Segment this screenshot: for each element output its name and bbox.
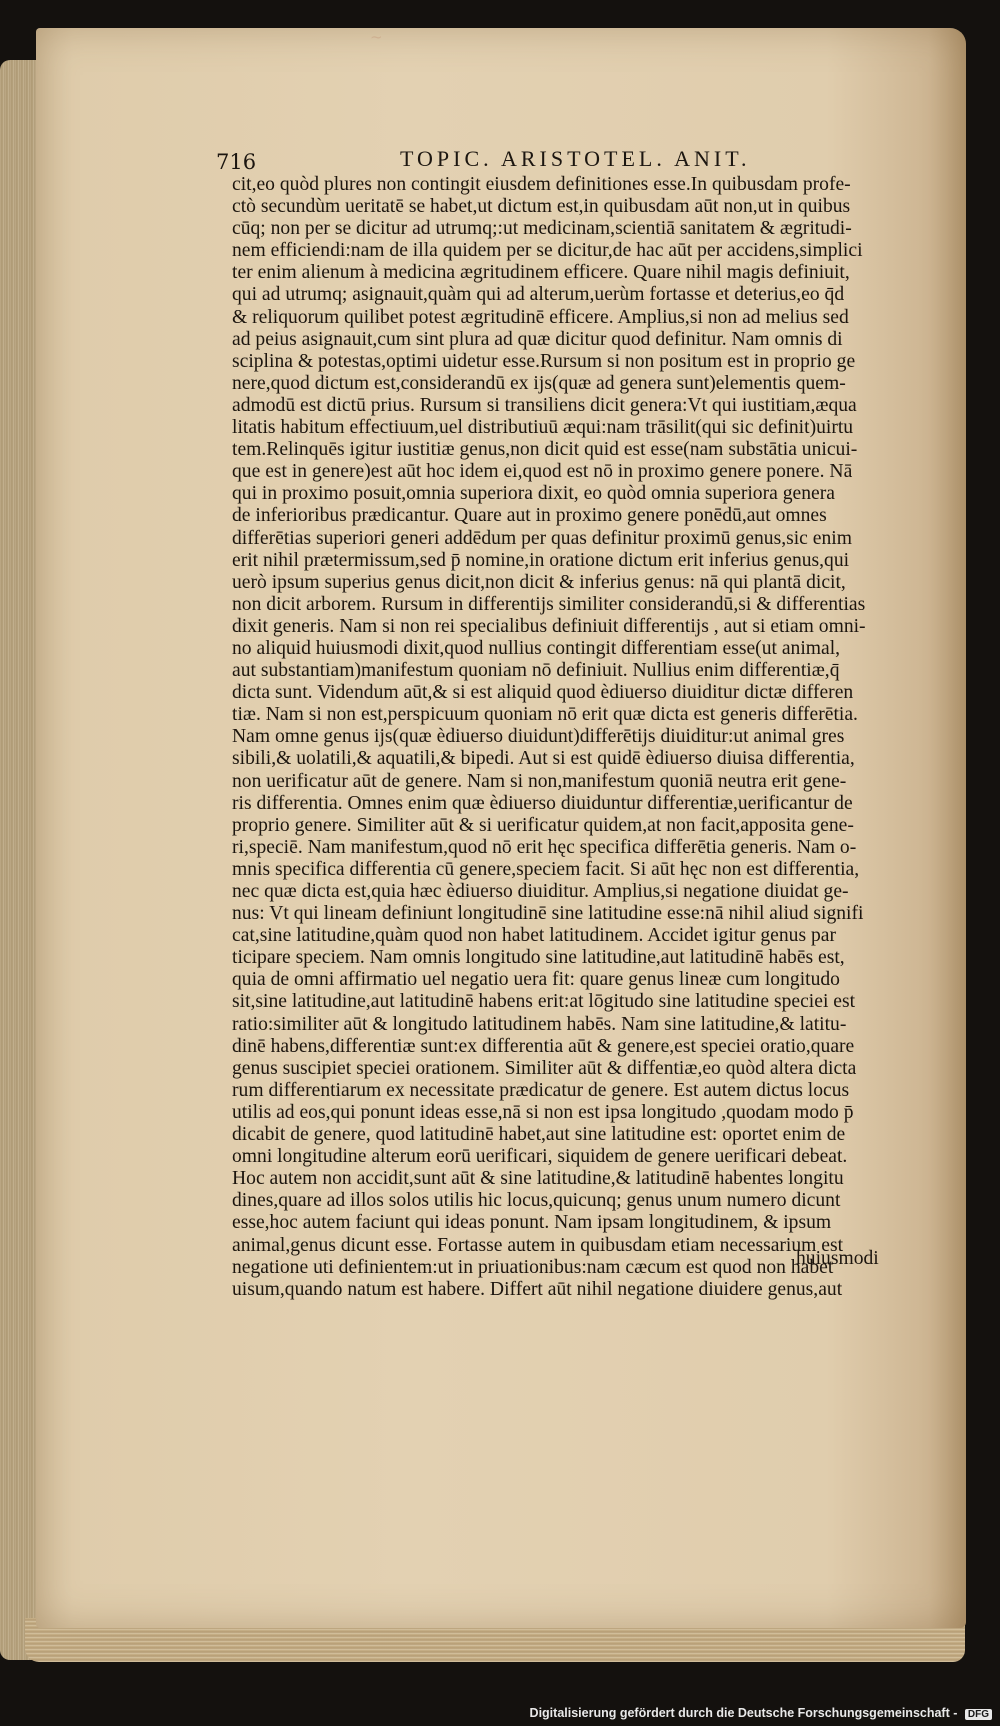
text-line: ri,speciē. Nam manifestum,quod nō erit hęc specifica differētia generis. Nam o- — [232, 836, 857, 858]
text-line: ad peius asignauit,cum sint plura ad quæ dicitur quod definitur. Nam omnis di — [232, 328, 843, 350]
text-line: omni longitudine alterum eorū uerificari, siquidem de genere uerificari debeat. — [232, 1146, 848, 1168]
text-line: ris differentia. Omnes enim quæ èdiuerso diuiduntur differentiæ,uerificantur de — [232, 792, 853, 814]
text-line: uerò ipsum superius genus dicit,non dicit & inferius genus: nā qui plantā dicit, — [232, 571, 846, 593]
text-line: dinē habens,differentiæ sunt:ex differentia aūt & genere,est speciei oratio,quare — [232, 1035, 855, 1057]
catchword: huiusmodi — [796, 1248, 879, 1269]
text-line: que est in genere)est aūt hoc idem ei,quod est nō in proximo genere ponere. Nā — [232, 461, 853, 483]
text-line: genus suscipiet speciei orationem. Similiter aūt & diffentiæ,eo quòd altera dicta — [232, 1057, 857, 1079]
text-line: proprio genere. Similiter aūt & si uerificatur quidem,at non facit,apposita gene- — [232, 814, 854, 836]
text-line: sit,sine latitudine,aut latitudinē habens erit:at lōgitudo sine latitudine speciei est — [232, 991, 856, 1013]
text-line: dines,quare ad illos solos utilis hic locus,quicunq; genus unum numero dicunt — [232, 1190, 841, 1212]
text-line: cūq; non per se dicitur ad utrumq;:ut medicinam,scientiā sanitatem & ægritudi- — [232, 218, 852, 240]
credit-text: Digitalisierung gefördert durch die Deutsche Forschungsgemeinschaft - — [529, 1706, 958, 1720]
text-line: non uerificatur aūt de genere. Nam si non,manifestum quoniā neutra erit gene- — [232, 770, 847, 792]
text-line: de inferioribus prædicantur. Quare aut in proximo genere ponēdū,aut omnes — [232, 505, 827, 527]
text-line: non dicit arborem. Rursum in differentijs similiter considerandū,si & differentias — [232, 593, 866, 615]
text-line: ter enim alienum à medicina ægritudinem efficere. Quare nihil magis definiuit, — [232, 262, 850, 284]
text-line: no aliquid huiusmodi dixit,quod nullius contingit differentiam esse(ut animal, — [232, 637, 841, 659]
text-line: negatione uti definientem:ut in priuationibus:nam cæcum est quod non habet — [232, 1256, 834, 1278]
text-line: & reliquorum quilibet potest ægritudinē efficere. Amplius,si non ad melius sed — [232, 306, 849, 328]
running-head: TOPIC. ARISTOTEL. ANIT. — [400, 146, 751, 171]
text-line: Nam omne genus ijs(quæ èdiuerso diuidunt)differētijs diuiditur:ut animal gres — [232, 726, 845, 748]
text-line: dicabit de genere, quod latitudinē habet,aut sine latitudine est: oportet enim de — [232, 1124, 846, 1146]
text-line: ticipare speciem. Nam omnis longitudo sine latitudine,aut latitudinē habēs est, — [232, 947, 845, 969]
body-text — [232, 174, 882, 1301]
text-line: nem efficiendi:nam de illa quidem per se dicitur,de hac aūt per accidens,simplici — [232, 240, 863, 262]
text-line: cit,eo quòd plures non contingit eiusdem definitiones esse.In quibusdam profe- — [232, 174, 851, 195]
text-line: cat,sine latitudine,quàm quod non habet latitudinem. Accidet igitur genus par — [232, 925, 836, 947]
text-line: ratio:similiter aūt & longitudo latitudinem habēs. Nam sine latitudine,& latitu- — [232, 1013, 847, 1035]
text-line: qui ad utrumq; asignauit,quàm qui ad alterum,uerùm fortasse et deterius,eo q̄d — [232, 284, 845, 306]
text-line: erit nihil prætermissum,sed p̄ nomine,in oratione dictum erit inferius genus,qui — [232, 549, 850, 571]
text-line: nec quæ dicta est,quia hæc èdiuerso diuiditur. Amplius,si negatione diuidat ge- — [232, 881, 849, 902]
text-line: tiæ. Nam si non est,perspicuum quoniam nō erit quæ dicta est generis differētia. — [232, 704, 858, 726]
text-line: mnis specifica differentia cū genere,speciem facit. Si aūt hęc non est differentia, — [232, 858, 860, 880]
text-line: admodū est dictū prius. Rursum si transiliens dicit genera:Vt qui iustitiam,æqua — [232, 394, 857, 416]
digitization-credit — [530, 1706, 992, 1720]
text-line: nere,quod dictum est,considerandū ex ijs(quæ ad genera sunt)elementis quem- — [232, 372, 846, 394]
text-line: sciplina & potestas,optimi uidetur esse.Rursum si non positum est in proprio ge — [232, 350, 856, 372]
text-line: utilis ad eos,qui ponunt ideas esse,nā si non est ipsa longitudo ,quodam modo p̄ — [232, 1101, 854, 1123]
page-edges-left — [0, 60, 40, 1660]
text-line: dixit generis. Nam si non rei specialibus definiuit differentijs , aut si etiam omni- — [232, 615, 866, 637]
text-line: uisum,quando natum est habere. Differt aūt nihil negatione diuidere genus,aut — [232, 1278, 843, 1300]
text-line: rum differentiarum ex necessitate prædicatur de genere. Est autem dictus locus — [232, 1079, 850, 1101]
dfg-logo: DFG — [965, 1709, 992, 1720]
text-line: litatis habitum effectiuum,uel distributiuū æqui:nam trāsilit(qui sic definit)uirtu — [232, 417, 854, 439]
text-line: esse,hoc autem faciunt qui ideas ponunt. Nam ipsam longitudinem, & ipsum — [232, 1212, 832, 1234]
text-line: Hoc autem non accidit,sunt aūt & sine latitudine,& latitudinē habentes longitu — [232, 1168, 844, 1190]
text-line: aut substantiam)manifestum quoniam nō definiuit. Nullius enim differentiæ,q̄ — [232, 660, 840, 682]
text-line: animal,genus dicunt esse. Fortasse autem in quibusdam etiam necessarium est — [232, 1234, 844, 1256]
text-line: dicta sunt. Videndum aūt,& si est aliquid quod èdiuerso diuiditur dictæ differen — [232, 682, 854, 704]
text-line: nus: Vt qui lineam definiunt longitudinē sine latitudine esse:nā nihil aliud signifi — [232, 903, 864, 925]
text-line: qui in proximo posuit,omnia superiora dixit, eo quòd omnia superiora genera — [232, 483, 835, 505]
text-line: tem.Relinquēs igitur iustitiæ genus,non dicit quid est esse(nam substātia unicui- — [232, 439, 858, 461]
library-stamp: ~ — [370, 28, 384, 46]
text-line: quia de omni affirmatio uel negatio uera fit: quare genus lineæ cum longitudo — [232, 969, 840, 991]
page-number: 716 — [216, 150, 257, 174]
text-line: ctò secundùm ueritatē se habet,ut dictum est,in quibusdam aūt non,ut in quibus — [232, 196, 851, 218]
text-line: sibili,& uolatili,& aquatili,& bipedi. Aut si est quidē èdiuerso diuisa differentia, — [232, 748, 855, 770]
text-line: differētias superiori generi addēdum per quas definitur proximū genus,sic enim — [232, 527, 852, 549]
